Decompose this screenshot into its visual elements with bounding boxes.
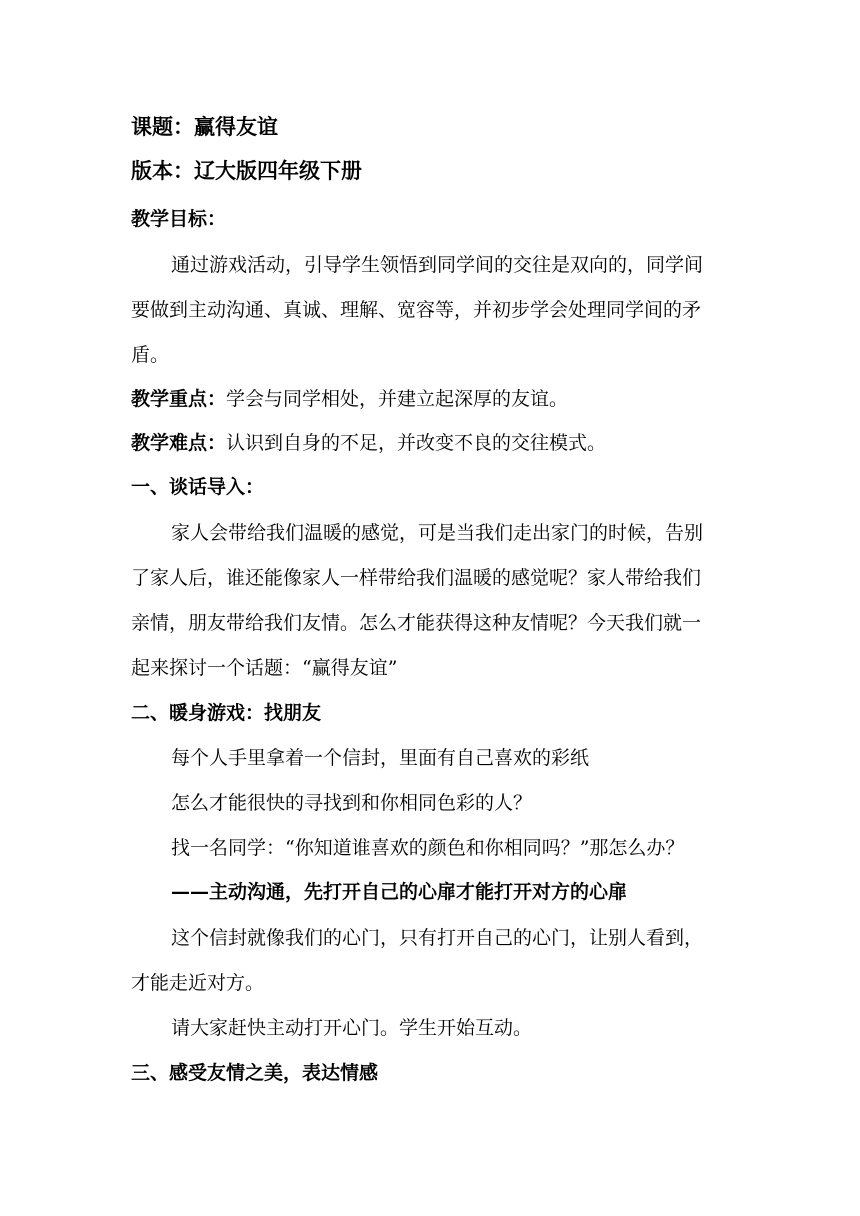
section1-line-2: 了家人后，谁还能像家人一样带给我们温暖的感觉呢？家人带给我们 xyxy=(131,567,702,589)
section2-para-line-2: 才能走近对方。 xyxy=(131,972,265,994)
objectives-line-2: 要做到主动沟通、真诚、理解、宽容等，并初步学会处理同学间的矛 xyxy=(131,299,702,321)
section2-para-line-1: 这个信封就像我们的心门，只有打开自己的心门，让别人看到， xyxy=(171,927,704,949)
difficulty-row xyxy=(131,430,606,456)
section2-line-3: 找一名同学：“你知道谁喜欢的颜色和你相同吗？”那怎么办？ xyxy=(171,837,685,859)
key-point-text: 学会与同学相处，并建立起深厚的友谊。 xyxy=(226,388,569,410)
section1-line-3: 亲情，朋友带给我们友情。怎么才能获得这种友情呢？今天我们就一 xyxy=(131,612,702,634)
section3-heading: 三、感受友情之美，表达情感 xyxy=(131,1062,379,1084)
section2-line-4: 请大家赶快主动打开心门。学生开始互动。 xyxy=(171,1017,533,1039)
objectives-heading: 教学目标： xyxy=(131,208,227,230)
section2-heading: 二、暖身游戏：找朋友 xyxy=(131,702,322,724)
topic-heading: 课题：赢得友谊 xyxy=(131,114,278,139)
edition-heading: 版本：辽大版四年级下册 xyxy=(131,158,362,183)
section2-line-1: 每个人手里拿着一个信封，里面有自己喜欢的彩纸 xyxy=(171,747,590,769)
objectives-line-1: 通过游戏活动，引导学生领悟到同学间的交往是双向的，同学间 xyxy=(171,254,704,276)
section1-line-1: 家人会带给我们温暖的感觉，可是当我们走出家门的时候，告别 xyxy=(171,522,704,544)
difficulty-text: 认识到自身的不足，并改变不良的交往模式。 xyxy=(226,432,607,454)
key-point-row xyxy=(131,386,568,412)
difficulty-label: 教学难点： xyxy=(131,432,227,454)
section2-emphasis: ——主动沟通，先打开自己的心扉才能打开对方的心扉 xyxy=(171,881,628,903)
section1-line-4: 起来探讨一个话题：“赢得友谊” xyxy=(131,657,398,679)
objectives-line-3: 盾。 xyxy=(131,344,170,366)
key-point-label: 教学重点： xyxy=(131,388,227,410)
section2-line-2: 怎么才能很快的寻找到和你相同色彩的人？ xyxy=(171,792,533,814)
section1-heading: 一、谈话导入： xyxy=(131,476,265,498)
